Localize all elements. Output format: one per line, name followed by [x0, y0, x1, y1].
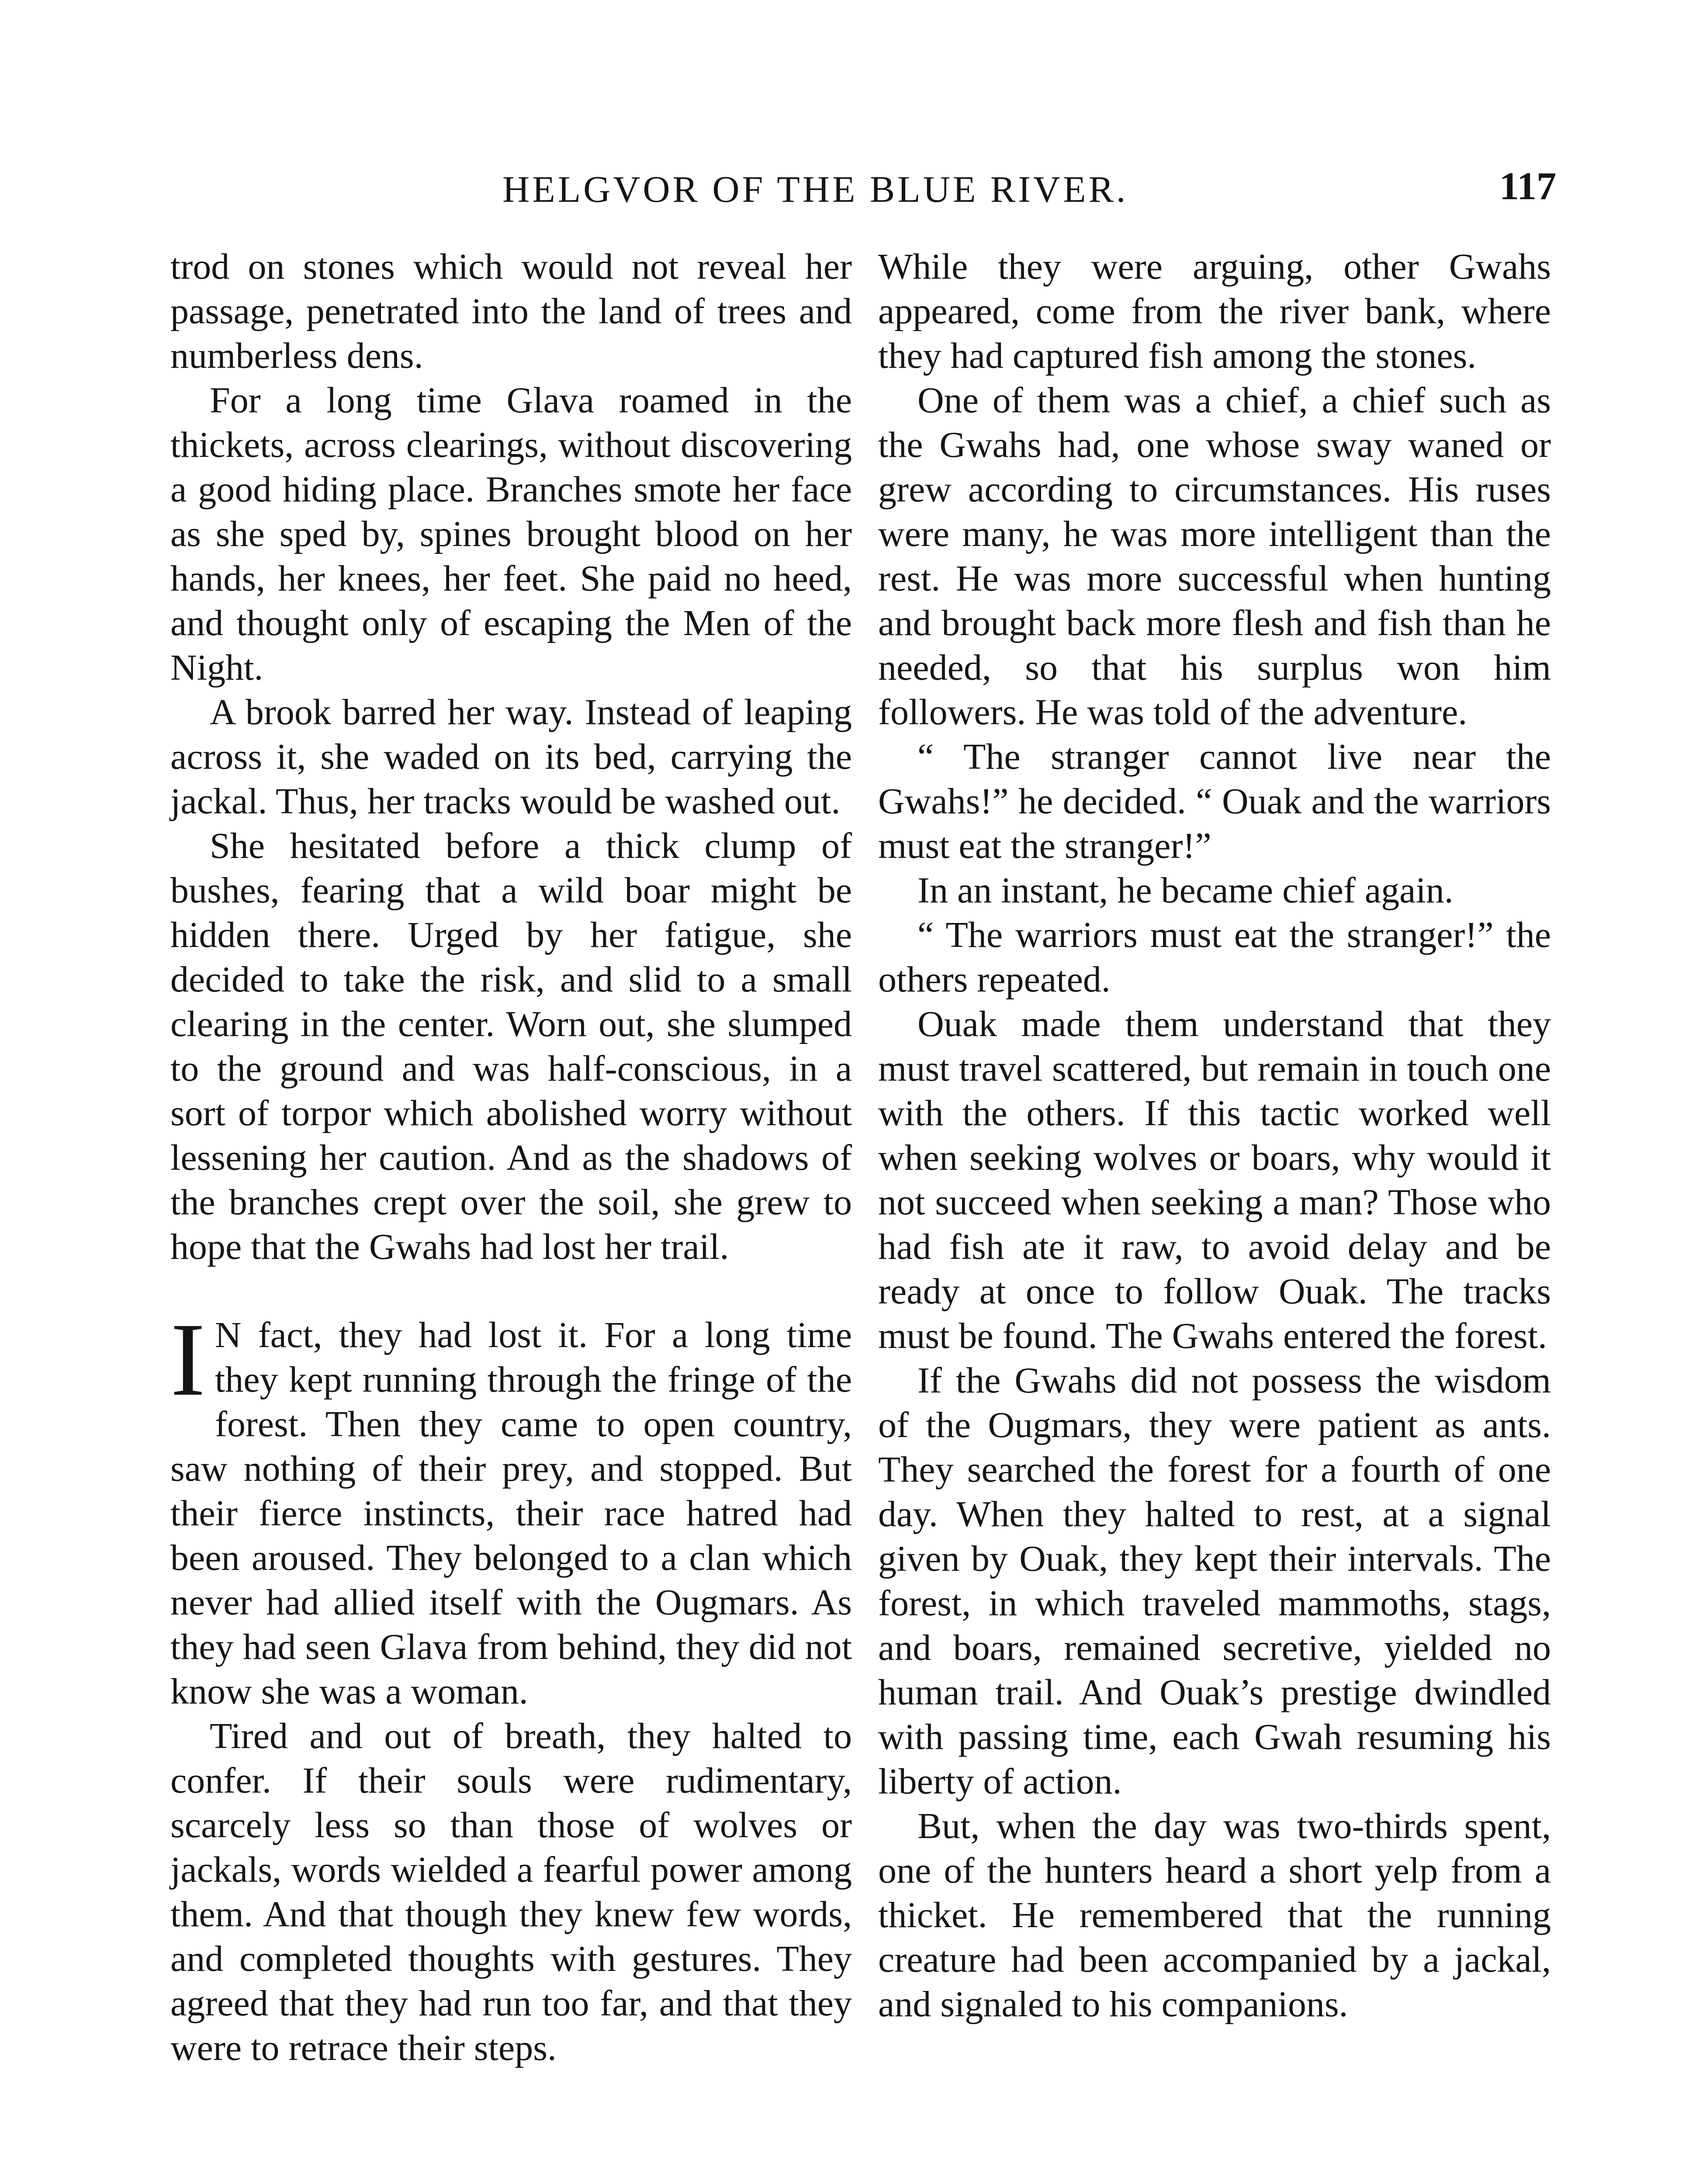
paragraph: While they were arguing, other Gwahs appeared, come from the river bank, where they had captured fish among the stones. — [878, 246, 1551, 376]
page-number: 117 — [1499, 165, 1556, 208]
paragraph: If the Gwahs did not possess the wisdom of the Ougmars, they were patient as ants. They searched the forest for a fourth of one day. When they halted to rest, at a signal given by Ouak, they kept their intervals. The forest, in which traveled mammoths, stags, and boars, remained secretive, yielded no human trail. And Ouak’s prestige dwindled with passing time, each Gwah resuming his liberty of action. — [878, 1360, 1551, 1802]
left-column — [170, 245, 852, 2070]
section-break — [170, 1269, 852, 1313]
paragraph: For a long time Glava roamed in the thickets, across clearings, without discovering a good hiding place. Branches smote her face as she sped by, spines brought blood on her hands, her knees, her feet. She paid no heed, and thought only of escaping the Men of the Night. — [170, 380, 852, 688]
right-column — [878, 245, 1551, 2027]
paragraph: “ The warriors must eat the stranger!” the others repeated. — [878, 915, 1551, 1000]
paragraph: trod on stones which would not reveal her passage, penetrated into the land of trees and numberless dens. — [170, 246, 852, 376]
paragraph: A brook barred her way. Instead of leaping across it, she waded on its bed, carrying the jackal. Thus, her tracks would be washed out. — [170, 692, 852, 822]
paragraph: Tired and out of breath, they halted to confer. If their souls were rudimentary, scarcely less so than those of wolves or jackals, words wielded a fearful power among them. And that though they knew few words, and completed thoughts with gestures. They agreed that they had run too far, and that they were to retrace their steps. — [170, 1716, 852, 2068]
running-header: HELGVOR OF THE BLUE RIVER. — [502, 168, 1128, 210]
dropcap-paragraph-text: N fact, they had lost it. For a long time they kept running through the fringe of the forest. Then they came to open country, saw nothing of their prey, and stopped. But their fierce instincts, their race hatred had been aroused. They belonged to a clan which never had allied itself with the Ougmars. As they had seen Glava from behind, they did not know she was a woman. — [170, 1315, 852, 1712]
paragraph: In an instant, he became chief again. — [917, 870, 1454, 911]
paragraph: “ The stranger cannot live near the Gwahs!” he decided. “ Ouak and the warriors must eat the stranger!” — [878, 736, 1551, 866]
dropcap-paragraph — [170, 1301, 852, 1714]
drop-cap: I — [170, 1301, 205, 1417]
paragraph: She hesitated before a thick clump of bushes, fearing that a wild boar might be hidden there. Urged by her fatigue, she decided to take the risk, and slid to a small clearing in the center. Worn out, she slumped to the ground and was half-conscious, in a sort of torpor which abolished worry without lessening her caution. And as the shadows of the branches crept over the soil, she grew to hope that the Gwahs had lost her trail. — [170, 826, 852, 1267]
paragraph: Ouak made them understand that they must travel scattered, but remain in touch one with the others. If this tactic worked well when seeking wolves or boars, why would it not succeed when seeking a man? Those who had fish ate it raw, to avoid delay and be ready at once to follow Ouak. The tracks must be found. The Gwahs entered the forest. — [878, 1004, 1551, 1356]
paragraph: One of them was a chief, a chief such as the Gwahs had, one whose sway waned or grew according to circumstances. His ruses were many, he was more intelligent than the rest. He was more successful when hunting and brought back more flesh and fish than he needed, so that his surplus won him followers. He was told of the adventure. — [878, 380, 1551, 733]
paragraph: But, when the day was two-thirds spent, one of the hunters heard a short yelp from a thicket. He remembered that the running creature had been accompanied by a jackal, and signaled to his companions. — [878, 1806, 1551, 2025]
